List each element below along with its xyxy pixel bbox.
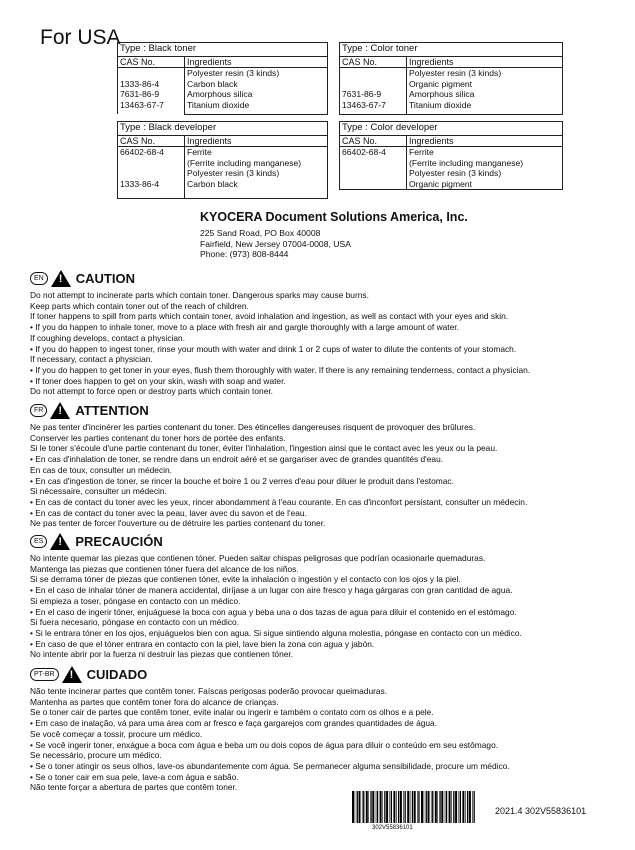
section-body: No intente quemar las piezas que contienen tóner. Pueden saltar chispas peligrosas que podrían ocasionarle quemaduras. Mantenga las piezas que contienen tóner fuera del alcance de los niños. Si se derrama tóner de piezas que contienen tóner, evite la inhalación o ingestión y el contacto con los ojos y la piel. • En el caso de inhalar tóner de manera accidental, diríjase a un lugar con aire fresco y haga gárgaras con gran cantidad de agua. Si empieza a toser, póngase en contacto con un médico. • En el caso de ingerir tóner, enjuáguese la boca con agua y beba una o dos tazas de agua para diluir el contenido en el estómago. Si fuera necesario, póngase en contacto con un médico. • Si le entrara tóner en los ojos, enjuáguelos bien con agua. Si sigue sintiendo alguna molestia, póngase en contacto con un médico. • En caso de que el tóner entrara en contacto con la piel, lave bien la zona con agua y jabón. No intente abrir por la fuerza ni destruir las piezas que contienen tóner.: [30, 553, 522, 660]
col-cas: CAS No.: [340, 135, 407, 147]
black-toner-table: [117, 42, 328, 115]
document-code: 2021.4 302V55836101: [495, 806, 587, 816]
col-ingredients: Ingredients: [185, 56, 328, 68]
ingredient-cell: Ferrite (Ferrite including manganese) Polyester resin (3 kinds) Carbon black: [185, 147, 328, 199]
cas-cell: 1333-86-4 7631-86-9 13463-67-7: [118, 68, 185, 115]
lang-badge: FR: [30, 404, 47, 417]
cas-cell: 66402-68-4: [340, 147, 407, 190]
section-title: ATTENTION: [75, 402, 149, 418]
section-es: [30, 531, 620, 660]
section-body: Do not attempt to incinerate parts which contain toner. Dangerous sparks may cause burns. Keep parts which contain toner out of the reach of children. If toner happens to spill from parts which contain toner, avoid inhalation and ingestion, as well as contact with your eyes and skin. • If you do happen to inhale toner, move to a place with fresh air and gargle thoroughly with a large amount of water. If coughing develops, contact a physician. • If you do happen to ingest toner, rinse your mouth with water and drink 1 or 2 cups of water to dilute the contents of your stomach. If necessary, contact a physician. • If you do happen to get toner in your eyes, flush them thoroughly with water. If there is any remaining tenderness, contact a physician. • If toner does happen to get on your skin, wash with soap and water. Do not attempt to force open or destroy parts which contain toner.: [30, 290, 531, 397]
section-body: Ne pas tenter d'incinérer les parties contenant du toner. Des étincelles dangereuses risquent de provoquer des brûlures. Conserver les parties contenant du toner hors de portée des enfants. Si le toner s'écoule d'une partie contenant du toner, éviter l'inhalation, l'ingestion ainsi que le contact avec les yeux ou la peau. • En cas d'inhalation de toner, se rendre dans un endroit aéré et se gargariser avec de grandes quantités d'eau. En cas de toux, consulter un médecin. • En cas d'ingestion de toner, se rincer la bouche et boire 1 ou 2 verres d'eau pour diluer le produit dans l'estomac. Si nécessaire, consulter un médecin. • En cas de contact du toner avec les yeux, rincer abondamment à l'eau courante. En cas d'inconfort persistant, consulter un médecin. • En cas de contact du toner avec la peau, laver avec du savon et de l'eau. Ne pas tenter de forcer l'ouverture ou de détruire les parties contenant du toner.: [30, 422, 528, 529]
warning-icon: !: [62, 666, 82, 683]
section-en: [30, 268, 620, 397]
col-cas: CAS No.: [340, 56, 407, 68]
ingredient-cell: Polyester resin (3 kinds) Organic pigment Amorphous silica Titanium dioxide: [407, 68, 563, 115]
barcode-image: [352, 791, 478, 823]
black-developer-table: [117, 121, 328, 199]
warning-icon: !: [51, 270, 71, 287]
ingredient-cell: Polyester resin (3 kinds) Carbon black Amorphous silica Titanium dioxide: [185, 68, 328, 115]
col-ingredients: Ingredients: [407, 135, 563, 147]
cas-cell: 7631-86-9 13463-67-7: [340, 68, 407, 115]
address-line: Fairfield, New Jersey 07004-0008, USA: [200, 238, 351, 249]
barcode-number: 302V55836101: [372, 825, 413, 831]
address-line: Phone: (973) 808-8444: [200, 249, 289, 259]
ingredient-cell: Ferrite (Ferrite including manganese) Polyester resin (3 kinds) Organic pigment: [407, 147, 563, 190]
company-name: KYOCERA Document Solutions America, Inc.: [200, 210, 468, 224]
section-title: CAUTION: [75, 270, 135, 286]
col-cas: CAS No.: [118, 135, 185, 147]
cas-cell: 66402-68-4 1333-86-4: [118, 147, 185, 199]
col-ingredients: Ingredients: [407, 56, 563, 68]
page-title: For USA: [40, 26, 121, 49]
col-cas: CAS No.: [118, 56, 185, 68]
section-fr: [30, 400, 620, 529]
lang-badge: EN: [30, 272, 48, 285]
lang-badge: PT-BR: [30, 668, 59, 681]
table-type-label: Type : Color developer: [340, 122, 563, 136]
table-type-label: Type : Black developer: [118, 122, 328, 136]
section-title: PRECAUCIÓN: [75, 533, 163, 549]
table-type-label: Type : Color toner: [340, 43, 563, 57]
lang-badge: ES: [30, 535, 47, 548]
address-line: 225 Sand Road, PO Box 40008: [200, 228, 321, 238]
section-title: CUIDADO: [86, 666, 148, 682]
company-address: [200, 228, 351, 260]
section-body: Não tente incinerar partes que contêm toner. Faíscas perigosas poderão provocar queimaduras. Mantenha as partes que contêm toner fora do alcance de crianças. Se o toner cair de partes que contêm toner, evite inalar ou ingerir e também o contato com os olhos e a pele. • Em caso de inalação, vá para uma área com ar fresco e faça gargarejos com grandes quantidades de água. Se você começar a tossir, procure um médico. • Se você ingerir toner, enxágue a boca com água e beba um ou dois copos de água para diluir o conteúdo em seu estômago. Se necessário, procure um médico. • Se o toner atingir os seus olhos, lave-os abundantemente com água. Se permanecer alguma sensibilidade, procure um médico. • Se o toner cair em sua pele, lave-a com água e sabão. Não tente forçar a abertura de partes que contêm toner.: [30, 686, 510, 793]
warning-icon: !: [50, 402, 70, 419]
color-developer-table: [339, 121, 563, 190]
section-pt-br: [30, 664, 620, 793]
color-toner-table: [339, 42, 563, 115]
warning-icon: !: [50, 533, 70, 550]
table-type-label: Type : Black toner: [118, 43, 328, 57]
col-ingredients: Ingredients: [185, 135, 328, 147]
